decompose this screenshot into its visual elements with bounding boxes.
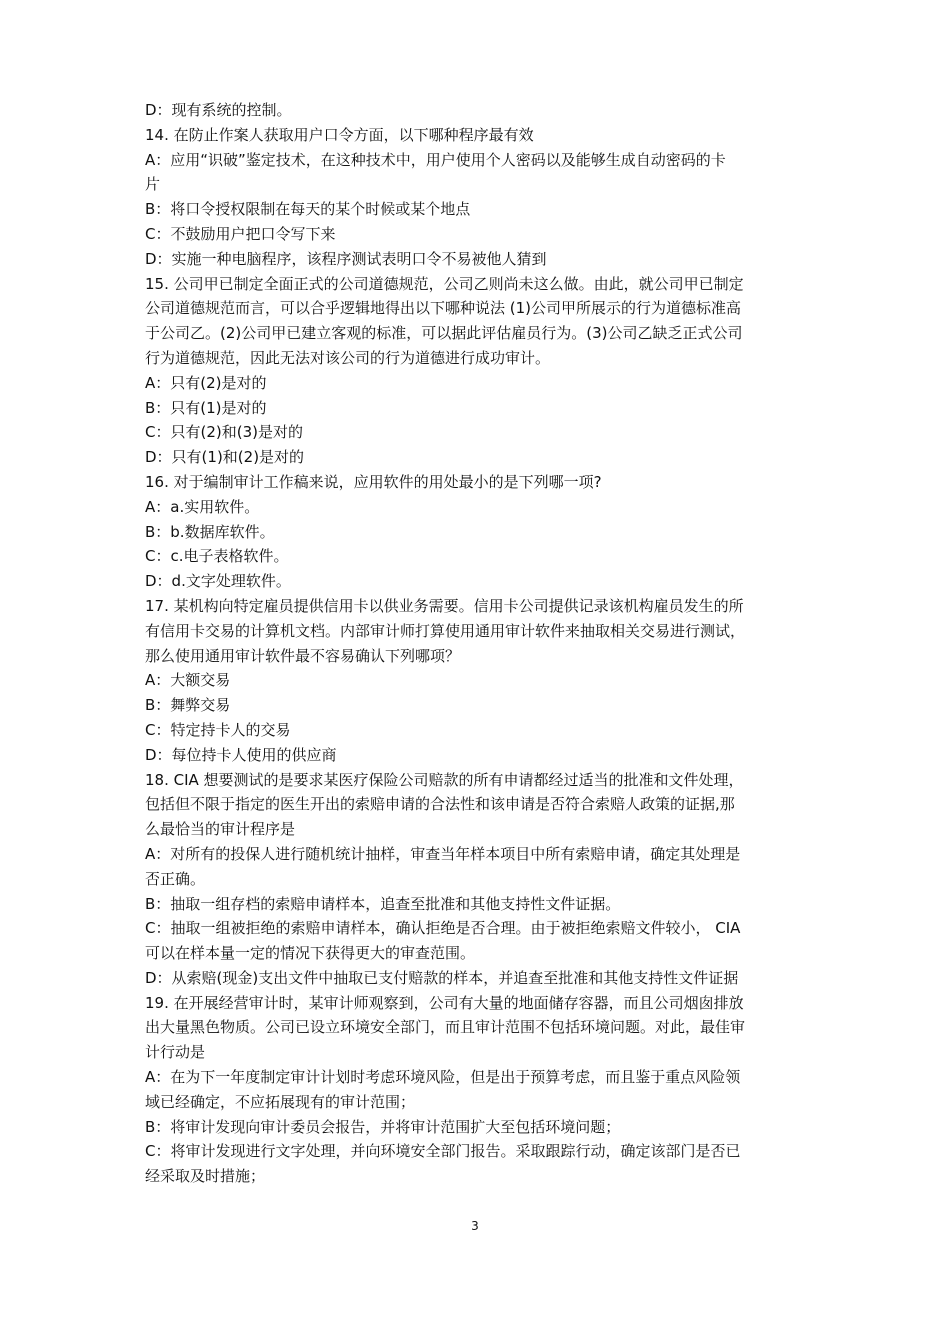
text-line: 出大量黑色物质。公司已设立环境安全部门，而且审计范围不包括环境问题。对此，最佳审 (145, 1018, 746, 1037)
text-line: C：特定持卡人的交易 (145, 720, 291, 739)
text-line: D：每位持卡人使用的供应商 (145, 745, 337, 764)
text-line: C：c.电子表格软件。 (145, 547, 289, 566)
text-line: 经采取及时措施； (145, 1167, 266, 1186)
text-line: 否正确。 (145, 869, 206, 888)
text-line: D：d.文字处理软件。 (145, 572, 291, 591)
text-line: D：从索赔(现金)支出文件中抽取已支付赔款的样本，并追查至批准和其他支持性文件证据 (145, 968, 739, 987)
text-line: 有信用卡交易的计算机文档。内部审计师打算使用通用审计软件来抽取相关交易进行测试， (145, 621, 746, 640)
text-line: B：抽取一组存档的索赔申请样本，追查至批准和其他支持性文件证据。 (145, 894, 621, 913)
text-line: 那么使用通用审计软件最不容易确认下列哪项？ (145, 646, 461, 665)
text-line: A：在为下一年度制定审计计划时考虑环境风险，但是出于预算考虑，而且鉴于重点风险领 (145, 1068, 741, 1087)
text-line: 片 (145, 175, 161, 194)
text-line: 19. 在开展经营审计时，某审计师观察到，公司有大量的地面储存容器，而且公司烟囱排放 (145, 993, 744, 1012)
text-line: D：实施一种电脑程序，该程序测试表明口令不易被他人猜到 (145, 249, 547, 268)
text-line: B：舞弊交易 (145, 696, 231, 715)
text-line: 可以在样本量一定的情况下获得更大的审查范围。 (145, 944, 476, 963)
text-line: A：对所有的投保人进行随机统计抽样，审查当年样本项目中所有索赔申请，确定其处理是 (145, 844, 741, 863)
text-line: 于公司乙。(2)公司甲已建立客观的标准，可以据此评估雇员行为。(3)公司乙缺乏正式公司 (145, 324, 743, 343)
page-content (145, 98, 813, 1189)
text-line: 14. 在防止作案人获取用户口令方面，以下哪种程序最有效 (145, 125, 534, 144)
text-line: A：只有(2)是对的 (145, 373, 267, 392)
text-line: 公司道德规范而言，可以合乎逻辑地得出以下哪种说法 (1)公司甲所展示的行为道德标准高 (145, 299, 742, 318)
text-line: D：现有系统的控制。 (145, 101, 292, 119)
text-line: B：将审计发现向审计委员会报告，并将审计范围扩大至包括环境问题； (145, 1117, 621, 1136)
text-line: B：将口令授权限制在每天的某个时候或某个地点 (145, 200, 471, 219)
text-line: A：a.实用软件。 (145, 497, 260, 516)
text-line: B：b.数据库软件。 (145, 522, 275, 541)
text-line: C：不鼓励用户把口令写下来 (145, 224, 336, 243)
text-line: B：只有(1)是对的 (145, 398, 267, 417)
text-line: 16. 对于编制审计工作稿来说，应用软件的用处最小的是下列哪一项? (145, 472, 602, 491)
text-line: 行为道德规范，因此无法对该公司的行为道德进行成功审计。 (145, 348, 551, 367)
text-line: A：应用“识破”鉴定技术，在这种技术中，用户使用个人密码以及能够生成自动密码的卡 (145, 150, 726, 169)
text-line: 域已经确定，不应拓展现有的审计范围； (145, 1092, 416, 1111)
text-line: C：只有(2)和(3)是对的 (145, 423, 303, 442)
text-line: 18. CIA 想要测试的是要求某医疗保险公司赔款的所有申请都经过适当的批准和文件处理， (145, 770, 744, 789)
text-line: 计行动是 (145, 1043, 206, 1062)
page-number: 3 (471, 1219, 479, 1233)
text-line: 包括但不限于指定的医生开出的索赔申请的合法性和该申请是否符合索赔人政策的证据,那 (145, 795, 735, 814)
text-line: 么最恰当的审计程序是 (145, 820, 296, 839)
text-line: 15. 公司甲已制定全面正式的公司道德规范，公司乙则尚未这么做。由此，就公司甲已制定 (145, 274, 744, 293)
text-line: C：抽取一组被拒绝的索赔申请样本，确认拒绝是否合理。由于被拒绝索赔文件较小， CIA (145, 919, 741, 938)
text-line: 17. 某机构向特定雇员提供信用卡以供业务需要。信用卡公司提供记录该机构雇员发生的所 (145, 596, 744, 615)
text-line: A：大额交易 (145, 671, 231, 690)
text-line: C：将审计发现进行文字处理，并向环境安全部门报告。采取跟踪行动，确定该部门是否已 (145, 1142, 741, 1161)
text-line: D：只有(1)和(2)是对的 (145, 448, 305, 467)
